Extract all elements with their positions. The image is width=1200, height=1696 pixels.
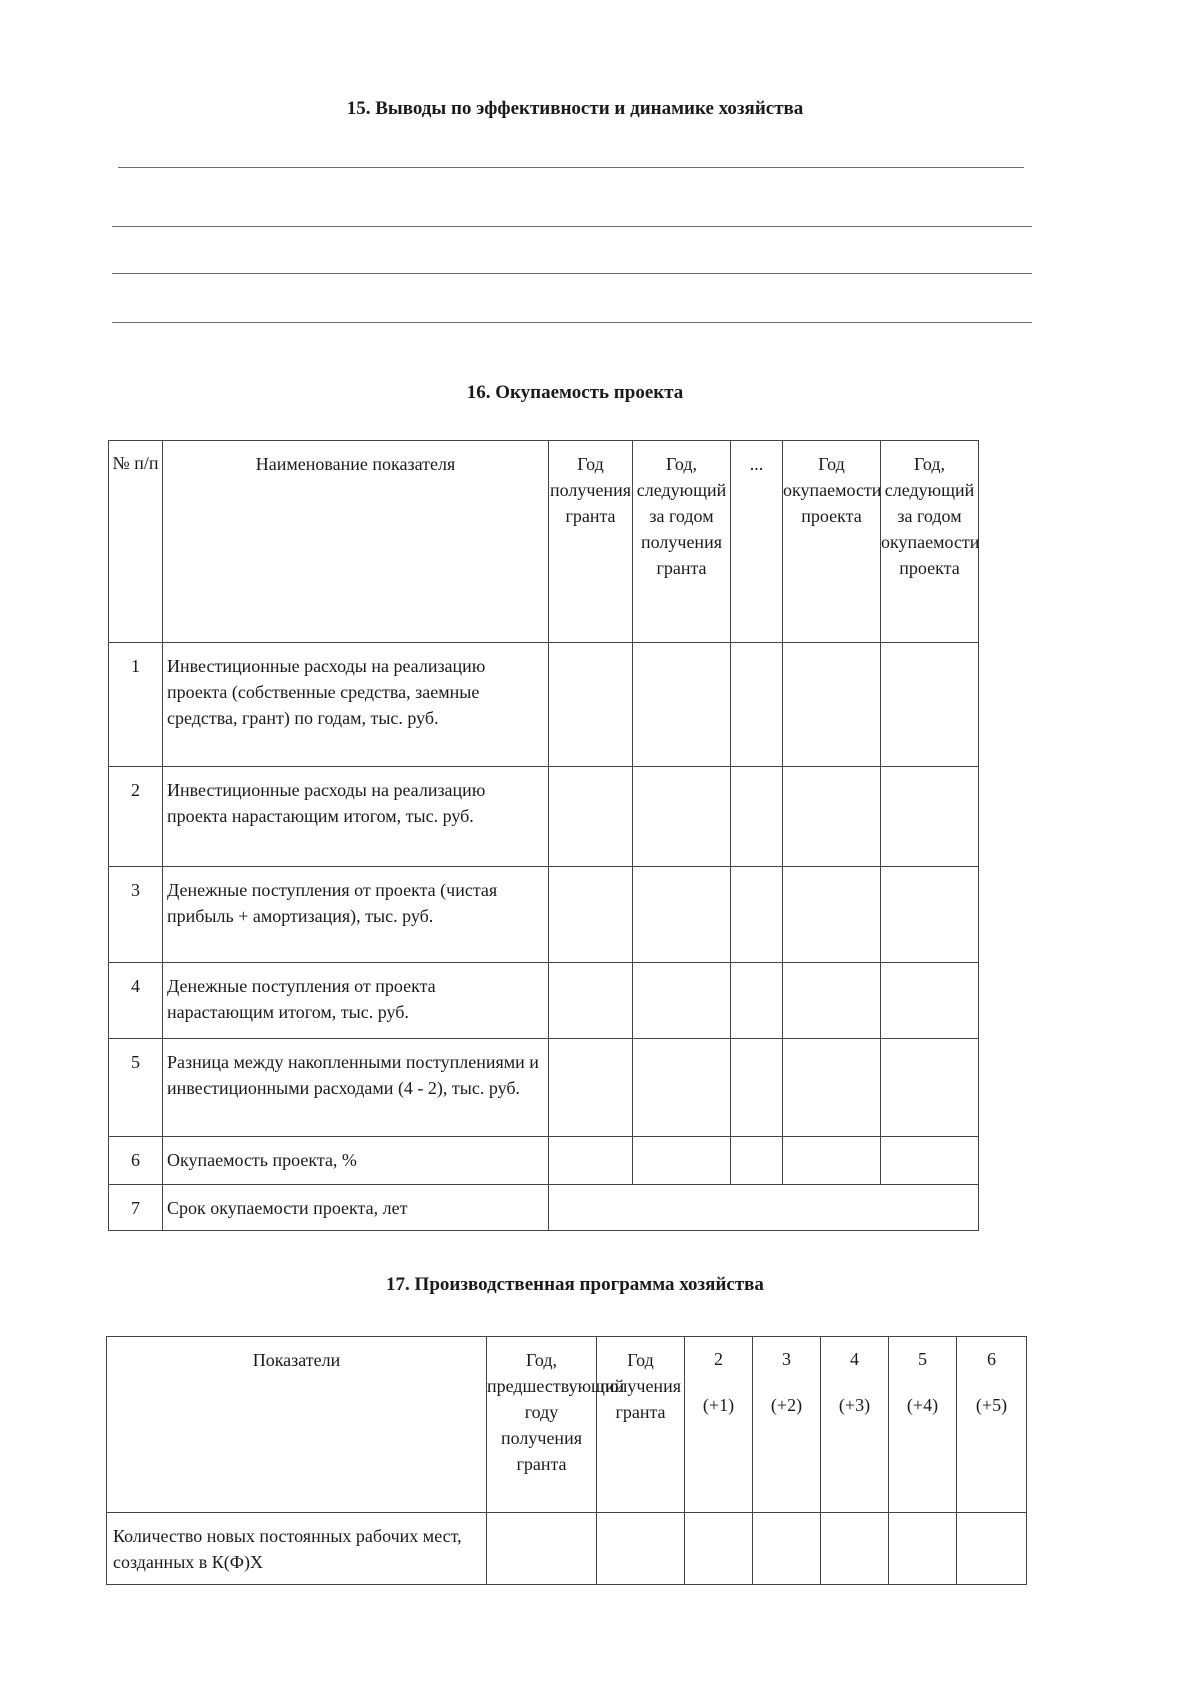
header-next-year: Год, следующий за годом получения гранта [633,441,731,643]
value-cell[interactable] [881,1039,979,1137]
value-cell[interactable] [957,1513,1027,1585]
value-cell[interactable] [783,1137,881,1185]
row-label: Количество новых постоянных рабочих мест, созданных в К(Ф)Х [107,1513,487,1585]
production-table [106,1336,1027,1585]
value-cell[interactable] [881,767,979,867]
header-after-payback-year: Год, следующий за годом окупаемости проекта [881,441,979,643]
value-cell[interactable] [549,643,633,767]
section-15-title: 15. Выводы по эффективности и динамике хозяйства [346,98,804,119]
row-number: 3 [109,867,163,963]
value-cell[interactable] [633,1039,731,1137]
header-num: № п/п [109,441,163,643]
row-label: Денежные поступления от проекта (чистая прибыль + амортизация), тыс. руб. [163,867,549,963]
table-row [109,867,979,963]
value-cell[interactable] [633,643,731,767]
row-label: Денежные поступления от проекта нарастающим итогом, тыс. руб. [163,963,549,1039]
year-offset: (+5) [975,1395,1008,1415]
row-label: Инвестиционные расходы на реализацию проекта нарастающим итогом, тыс. руб. [163,767,549,867]
value-cell[interactable] [783,1039,881,1137]
row-number: 2 [109,767,163,867]
value-cell[interactable] [685,1513,753,1585]
header-name: Наименование показателя [163,441,549,643]
value-cell[interactable] [731,963,783,1039]
value-cell[interactable] [881,867,979,963]
value-cell[interactable] [881,643,979,767]
header-grant-year: Год получения гранта [597,1337,685,1513]
answer-line-3[interactable] [112,273,1032,274]
answer-line-2[interactable] [112,226,1032,227]
value-cell[interactable] [731,643,783,767]
row-number: 1 [109,643,163,767]
value-cell[interactable] [783,867,881,963]
value-cell[interactable] [753,1513,821,1585]
value-cell[interactable] [549,963,633,1039]
row-number: 4 [109,963,163,1039]
answer-line-1[interactable] [118,167,1024,168]
value-cell[interactable] [549,767,633,867]
value-cell[interactable] [633,1137,731,1185]
value-cell[interactable] [633,767,731,867]
value-cell[interactable] [783,643,881,767]
value-cell[interactable] [821,1513,889,1585]
header-grant-year: Год получения гранта [549,441,633,643]
value-cell[interactable] [731,1137,783,1185]
year-number: 6 [987,1349,996,1369]
table-row [109,643,979,767]
answer-line-4[interactable] [112,322,1032,323]
table-row [107,1513,1027,1585]
table-row [109,1137,979,1185]
table-row [109,1039,979,1137]
value-cell[interactable] [549,1137,633,1185]
value-cell[interactable] [731,1039,783,1137]
row-number: 5 [109,1039,163,1137]
payback-header-row [109,441,979,643]
value-cell[interactable] [597,1513,685,1585]
header-year-3 [753,1337,821,1513]
row-label: Срок окупаемости проекта, лет [163,1185,549,1231]
value-cell[interactable] [487,1513,597,1585]
year-number: 2 [714,1349,723,1369]
table-row [109,767,979,867]
section-17-title: 17. Производственная программа хозяйства [386,1274,764,1295]
year-number: 5 [918,1349,927,1369]
header-year-6 [957,1337,1027,1513]
header-year-4 [821,1337,889,1513]
header-indicators: Показатели [107,1337,487,1513]
year-number: 3 [782,1349,791,1369]
value-cell[interactable] [633,867,731,963]
header-year-2 [685,1337,753,1513]
row-number: 6 [109,1137,163,1185]
table-row [109,963,979,1039]
value-cell[interactable] [549,1039,633,1137]
header-payback-year: Год окупаемости проекта [783,441,881,643]
row-number: 7 [109,1185,163,1231]
value-cell[interactable] [731,867,783,963]
year-number: 4 [850,1349,859,1369]
section-16-title: 16. Окупаемость проекта [466,382,684,403]
payback-table [108,440,979,1231]
header-prev-year: Год, предшествующий году получения гранта [487,1337,597,1513]
value-cell[interactable] [549,867,633,963]
production-header-row [107,1337,1027,1513]
header-ellipsis: ... [731,441,783,643]
table-row [109,1185,979,1231]
value-cell[interactable] [731,767,783,867]
row-label: Разница между накопленными поступлениями и инвестиционными расходами (4 - 2), тыс. руб. [163,1039,549,1137]
year-offset: (+3) [838,1395,871,1415]
value-cell[interactable] [881,1137,979,1185]
year-offset: (+1) [702,1395,735,1415]
value-cell[interactable] [633,963,731,1039]
value-cell[interactable] [889,1513,957,1585]
header-year-5 [889,1337,957,1513]
value-cell[interactable] [881,963,979,1039]
year-offset: (+2) [770,1395,803,1415]
row-label: Окупаемость проекта, % [163,1137,549,1185]
value-cell[interactable] [783,963,881,1039]
payback-period-cell[interactable] [549,1185,979,1231]
value-cell[interactable] [783,767,881,867]
row-label: Инвестиционные расходы на реализацию проекта (собственные средства, заемные средства, грант) по годам, тыс. руб. [163,643,549,767]
year-offset: (+4) [906,1395,939,1415]
